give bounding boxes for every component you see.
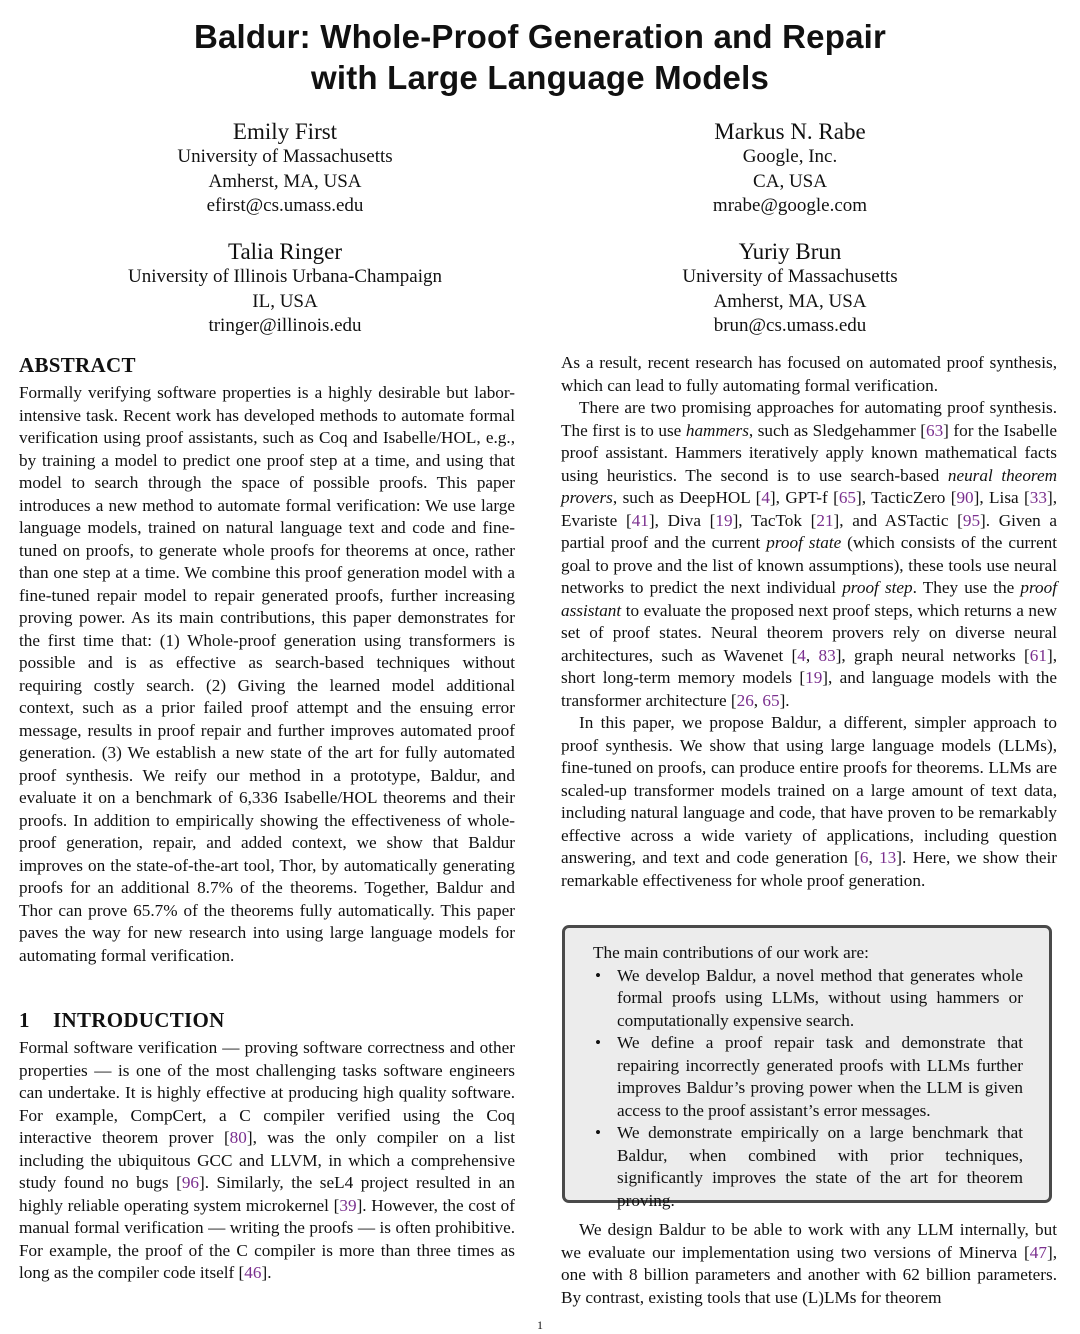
list-item: • We develop Baldur, a novel method that generates whole formal proofs using LLMs, without using hammers or computationally expensive search. <box>595 965 1023 1030</box>
list-item: • We define a proof repair task and demonstrate that repairing incorrectly generated proofs with LLMs further improves Baldur’s proving power when the LLM is given access to the proof assistant’s error messages. <box>595 1033 1023 1120</box>
intro-heading <box>19 1007 515 1033</box>
approaches-paragraph: There are two promising approaches for automating proof synthesis. The first is to use hammers, such as Sledgehammer [63] for the Isabelle proof assistant. Hammers iteratively apply known mathematical facts using heuristics. The second is to use search-based neural theorem provers, such as DeepHOL [4], GPT-f [65], TacticZero [90], Lisa [33], Evariste [41], Diva [19], TacTok [21], and ASTactic [95]. Given a partial proof and the current proof state (which consists of the current goal to prove and the list of known assumptions), these tools use neural networks to predict the next individual proof step. They use the proof assistant to evaluate the proposed next proof steps, which returns a new set of proof states. Neural theorem provers rely on diverse neural architectures, such as Wavenet [4, 83], graph neural networks [61], short long-term memory models [19], and language models with the transformer architecture [26, 65]. <box>561 398 1057 710</box>
bullet-icon: • <box>595 965 602 985</box>
author-affiliation: University of Massachusetts <box>177 146 393 167</box>
author-location: IL, USA <box>252 290 318 312</box>
citation-link[interactable]: 6 <box>859 848 869 867</box>
citation-link[interactable]: 63 <box>925 420 944 440</box>
paper-title <box>0 16 1080 98</box>
citation-link[interactable]: 26 <box>736 690 754 710</box>
citation-link[interactable]: 80 <box>229 1128 247 1147</box>
citation-link[interactable]: 13 <box>879 848 897 867</box>
author-name: Talia Ringer <box>228 239 342 264</box>
citation-link[interactable]: 83 <box>818 645 836 665</box>
author-name: Emily First <box>232 119 338 144</box>
contributions-box <box>562 925 1052 1210</box>
author-email: brun@cs.umass.edu <box>713 315 867 336</box>
contributions-list <box>593 965 1023 1213</box>
title-line-1: Baldur: Whole-Proof Generation and Repair <box>193 18 887 55</box>
author-affiliation: Google, Inc. <box>742 146 838 167</box>
bullet-icon: • <box>595 1123 602 1142</box>
section-title: INTRODUCTION <box>53 1008 225 1032</box>
right-column <box>561 352 1057 892</box>
author-location: Amherst, MA, USA <box>208 170 362 192</box>
author-block-4 <box>550 238 1030 339</box>
author-affiliation: University of Massachusetts <box>682 266 898 287</box>
contributions-intro: The main contributions of our work are: <box>593 943 869 962</box>
left-column <box>19 352 515 1285</box>
citation-link[interactable]: 41 <box>631 510 649 530</box>
author-name: Yuriy Brun <box>738 239 842 264</box>
title-line-2: with Large Language Models <box>310 59 770 96</box>
abstract-heading: ABSTRACT <box>19 353 136 377</box>
citation-link[interactable]: 33 <box>1029 488 1047 507</box>
citation-link[interactable]: 95 <box>962 510 981 530</box>
list-item: • We demonstrate empirically on a large benchmark that Baldur, when combined with prior techniques, significantly improves the state of the art for theorem proving. <box>595 1123 1023 1210</box>
citation-link[interactable]: 96 <box>181 1173 200 1192</box>
citation-link[interactable]: 4 <box>797 645 806 665</box>
citation-link[interactable]: 47 <box>1029 1242 1047 1262</box>
author-block-1 <box>45 118 525 219</box>
author-block-2 <box>550 118 1030 219</box>
bullet-icon: • <box>595 1033 602 1052</box>
citation-link[interactable]: 4 <box>761 488 770 507</box>
citation-link[interactable]: 39 <box>339 1195 357 1215</box>
citation-link[interactable]: 90 <box>956 488 974 507</box>
abstract-text: Formally verifying software properties is a highly desirable but labor-intensive task. Recent work has developed methods to automate formal verification using proof assistants, such as Coq and Isabelle/HOL, e.g., by training a model to predict one proof step at a time, and using that model to search through the space of possible proofs. This paper introduces a new method to automate formal verification: We use large language models, trained on natural language text and code and fine-tuned on proofs, to generate whole proofs for theorems at once, rather than one step at a time. We combine this proof generation model with a fine-tuned repair model to repair generated proofs, further increasing proving power. As its main contributions, this paper demonstrates for the first time that: (1) Whole-proof generation using transformers is possible and is as effective as search-based techniques without requiring costly search. (2) Giving the learned model additional context, such as a prior failed proof attempt and the ensuing error message, results in proof repair and further improves automated proof generation. (3) We establish a new state of the art for fully automated proof synthesis. We reify our method in a prototype, Baldur, and evaluate it on a benchmark of 6,336 Isabelle/HOL theorems and their proofs. In addition to empirically showing the effectiveness of whole-proof generation, repair, and added context, we show that Baldur improves on the state-of-the-art tool, Thor, by automatically generating proofs for an additional 8.7% of the theorems. Together, Baldur and Thor can prove 65.7% of the theorems fully automatically. This paper paves the way for new research into using large language models for automating formal verification. <box>19 383 515 965</box>
citation-link[interactable]: 65 <box>838 488 856 507</box>
section-number: 1 <box>19 1008 30 1032</box>
design-paragraph: We design Baldur to be able to work with any LLM internally, but we evaluate our implementation using two versions of Minerva [47], one with 8 billion parameters and another with 62 billion parameters. By contrast, existing tools that use (L)LMs for theorem <box>561 1220 1057 1307</box>
citation-link[interactable]: 21 <box>816 510 834 530</box>
citation-link[interactable]: 19 <box>715 510 733 530</box>
author-location: Amherst, MA, USA <box>713 290 867 312</box>
author-email: tringer@illinois.edu <box>208 315 362 336</box>
author-name: Markus N. Rabe <box>714 119 866 144</box>
author-email: efirst@cs.umass.edu <box>206 195 364 216</box>
author-location: CA, USA <box>753 170 827 192</box>
citation-link[interactable]: 61 <box>1029 645 1047 665</box>
author-email: mrabe@google.com <box>712 195 868 216</box>
author-block-3 <box>45 238 525 339</box>
proposal-paragraph: In this paper, we propose Baldur, a different, simpler approach to proof synthesis. We show that using large language models (LLMs), fine-tuned on proofs, can produce entire proofs for theorems. LLMs are scaled-up transformer models trained on a large amount of text data, including natural language and code, that have proven to be remarkably effective across a wide variety of applications, including question answering, and text and code generation [6, 13]. Here, we show their remarkable effectiveness for whole proof generation. <box>561 713 1057 890</box>
intro-paragraph-continued: As a result, recent research has focused on automated proof synthesis, which can lead to fully automating formal verification. <box>561 353 1057 395</box>
citation-link[interactable]: 65 <box>762 690 780 710</box>
author-affiliation: University of Illinois Urbana-Champaign <box>128 266 442 287</box>
page-number: 1 <box>537 1318 543 1332</box>
citation-link[interactable]: 19 <box>805 668 823 687</box>
intro-paragraph: Formal software verification — proving software correctness and other properties — is one of the most challenging tasks software engineers can undertake. It is highly effective at producing high quality software. For example, CompCert, a C compiler verified using the Coq interactive theorem prover [80], was the only compiler on a list including the ubiquitous GCC and LLVM, in which a comprehensive study found no bugs [96]. Similarly, the seL4 project resulted in an highly reliable operating system microkernel [39]. However, the cost of manual formal verification — writing the proofs — is often prohibitive. For example, the proof of the C compiler is more than three times as long as the compiler code itself [46]. <box>19 1038 515 1282</box>
citation-link[interactable]: 46 <box>244 1263 262 1282</box>
